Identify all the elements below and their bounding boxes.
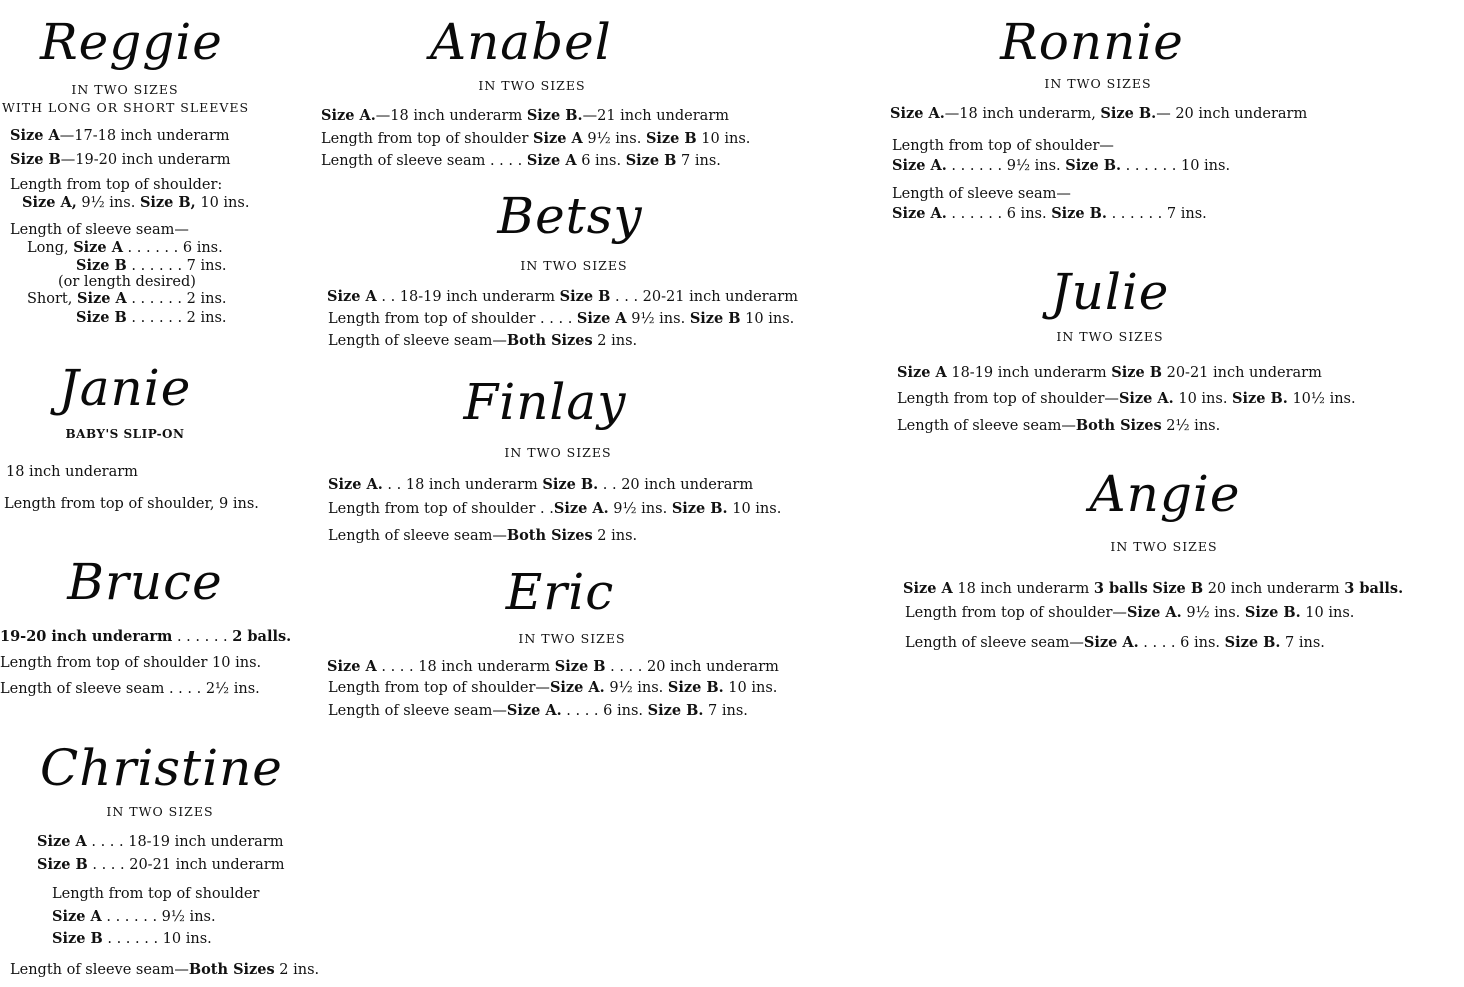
sleeve-seam-line: Length of sleeve seam . . . . Size A 6 ins. Size B 7 ins. [321,152,721,169]
sleeve-seam-line: Length of sleeve seam—Both Sizes 2 ins. [10,961,320,978]
pattern-title-angie: Angie [1089,465,1241,523]
size-note: IN TWO SIZES [478,78,586,93]
pattern-title-bruce: Bruce [67,553,223,611]
short-size-b-line: Size B . . . . . . 2 ins. [76,309,227,326]
size-note: IN TWO SIZES [1044,76,1152,91]
size-note: IN TWO SIZES [520,258,628,273]
shoulder-size-a-line: Size A . . . . . . 9½ ins. [52,908,216,925]
shoulder-length-line: Length from top of shoulder—Size A. 10 ins. Size B. 10½ ins. [897,390,1356,407]
pattern-title-anabel: Anabel [430,13,612,71]
size-b-line: Size B . . . . 20-21 inch underarm [37,856,285,873]
size-note: IN TWO SIZES [1110,539,1218,554]
garment-type-note: BABY'S SLIP-ON [65,427,185,441]
length-desired-note: (or length desired) [58,274,196,290]
pattern-title-eric: Eric [505,563,615,621]
sleeve-seam-label: Length of sleeve seam— [892,186,1071,202]
sleeve-seam-label: Length of sleeve seam— [10,222,189,238]
underarm-line: Size A.—18 inch underarm Size B.—21 inch underarm [321,107,730,124]
shoulder-length-line: Length from top of shoulder Size A 9½ ins. Size B 10 ins. [321,130,751,147]
shoulder-length-line: Length from top of shoulder—Size A. 9½ ins. Size B. 10 ins. [905,604,1355,621]
shoulder-size-b-line: Size B . . . . . . 10 ins. [52,930,212,947]
size-note: IN TWO SIZES [71,82,179,97]
short-size-a-line: Short, Size A . . . . . . 2 ins. [27,290,227,307]
sleeve-seam-line: Length of sleeve seam—Both Sizes 2 ins. [328,527,638,544]
pattern-title-betsy: Betsy [497,187,643,245]
shoulder-length-line: Length from top of shoulder . .Size A. 9½ ins. Size B. 10 ins. [328,500,782,517]
pattern-title-reggie: Reggie [40,13,223,71]
sleeve-seam-values-line: Size A. . . . . . . 6 ins. Size B. . . . . . . 7 ins. [892,205,1207,222]
pattern-title-christine: Christine [40,739,283,797]
underarm-line: 18 inch underarm [6,464,138,480]
underarm-line: Size A. . . 18 inch underarm Size B. . . 20 inch underarm [328,476,754,493]
size-a-line: Size A . . . . 18-19 inch underarm [37,833,284,850]
shoulder-values-line: Size A. . . . . . . 9½ ins. Size B. . . . . . . 10 ins. [892,157,1231,174]
underarm-line: Size A . . . . 18 inch underarm Size B . . . . 20 inch underarm [327,658,779,675]
pattern-title-ronnie: Ronnie [1000,13,1184,71]
size-a-line: Size A—17-18 inch underarm [10,127,230,144]
size-note: IN TWO SIZES [518,631,626,646]
underarm-line: Size A.—18 inch underarm, Size B.— 20 inch underarm [890,105,1308,122]
shoulder-length-line: Length from top of shoulder 10 ins. [0,655,262,671]
shoulder-length-line: Length from top of shoulder . . . . Size A 9½ ins. Size B 10 ins. [328,310,795,327]
sleeve-seam-line: Length of sleeve seam—Size A. . . . . 6 ins. Size B. 7 ins. [905,634,1325,651]
shoulder-length-values: Size A, 9½ ins. Size B, 10 ins. [22,194,250,211]
sleeve-note: WITH LONG OR SHORT SLEEVES [2,100,250,115]
sleeve-seam-line: Length of sleeve seam—Both Sizes 2½ ins. [897,417,1221,434]
shoulder-length-line: Length from top of shoulder—Size A. 9½ ins. Size B. 10 ins. [328,679,778,696]
long-size-b-line: Size B . . . . . . 7 ins. [76,257,227,274]
size-note: IN TWO SIZES [1056,329,1164,344]
sleeve-seam-line: Length of sleeve seam . . . . 2½ ins. [0,681,260,697]
shoulder-length-label: Length from top of shoulder— [892,138,1114,154]
shoulder-length-label: Length from top of shoulder: [10,177,223,193]
shoulder-length-line: Length from top of shoulder, 9 ins. [4,496,259,512]
pattern-title-finlay: Finlay [463,373,627,431]
size-note: IN TWO SIZES [106,804,214,819]
size-note: IN TWO SIZES [504,445,612,460]
sleeve-seam-line: Length of sleeve seam—Size A. . . . . 6 ins. Size B. 7 ins. [328,702,748,719]
underarm-line: Size A . . 18-19 inch underarm Size B . . . 20-21 inch underarm [327,288,798,305]
shoulder-length-label: Length from top of shoulder [52,886,260,902]
long-size-a-line: Long, Size A . . . . . . 6 ins. [27,239,223,256]
underarm-balls-line: 19-20 inch underarm . . . . . . 2 balls. [0,628,292,645]
underarm-line: Size A 18-19 inch underarm Size B 20-21 inch underarm [897,364,1322,381]
pattern-title-julie: Julie [1050,263,1170,321]
sleeve-seam-line: Length of sleeve seam—Both Sizes 2 ins. [328,332,638,349]
pattern-title-janie: Janie [58,359,192,417]
underarm-balls-line: Size A 18 inch underarm 3 balls Size B 20 inch underarm 3 balls. [903,580,1404,597]
size-b-line: Size B—19-20 inch underarm [10,151,231,168]
